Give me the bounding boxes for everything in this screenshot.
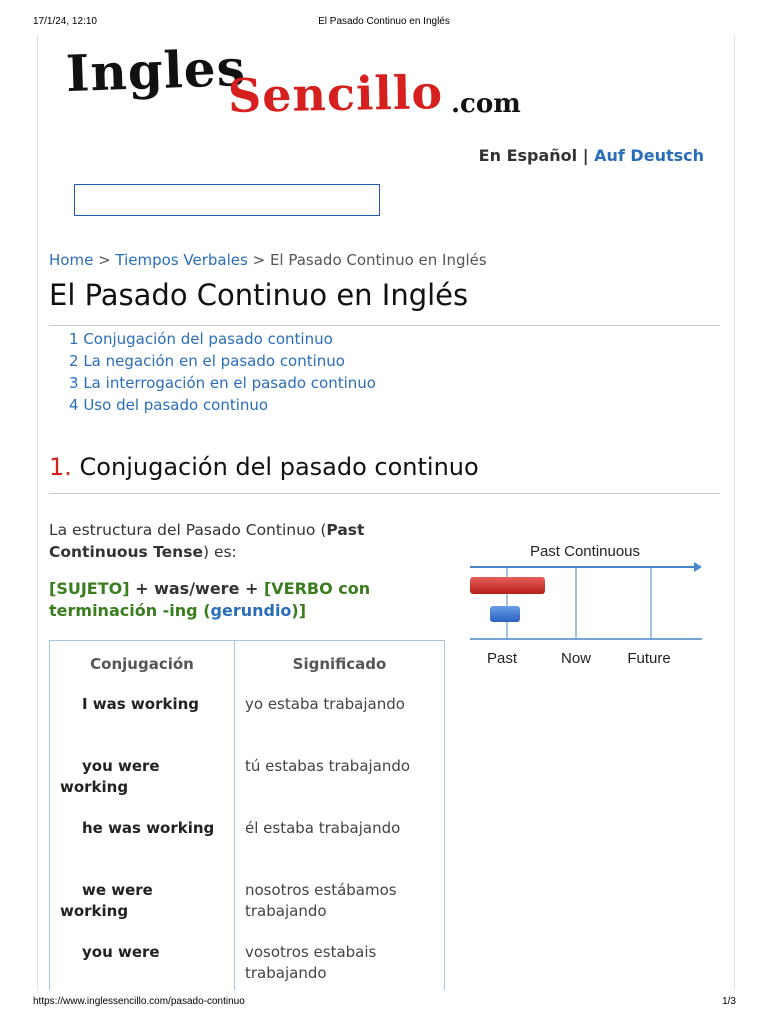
toc-item[interactable] [69, 328, 376, 350]
table-row [50, 746, 445, 808]
timeline-title: Past Continuous [529, 543, 641, 560]
print-url: https://www.inglessencillo.com/pasado-continuo [33, 996, 245, 1007]
section-heading [49, 453, 479, 481]
formula-subject: [SUJETO] [49, 579, 130, 598]
search-input[interactable] [74, 184, 380, 216]
table-row [50, 808, 445, 870]
print-doc-title: El Pasado Continuo en Inglés [318, 16, 450, 27]
toc-label: Conjugación del pasado continuo [83, 330, 333, 348]
meaning-cell: tú estabas trabajando [245, 757, 411, 775]
toc-item[interactable] [69, 372, 376, 394]
breadcrumb-home[interactable]: Home [49, 251, 94, 269]
intro-pre: La estructura del Pasado Continuo ( [49, 521, 327, 539]
timeline-label-past: Past [486, 650, 518, 667]
intro-text [49, 519, 429, 563]
table-row [50, 684, 445, 746]
lang-separator: | [577, 146, 595, 165]
breadcrumb-separator: > [247, 251, 270, 269]
formula-close: )] [291, 601, 307, 620]
formula-was-were: + was/were + [129, 579, 264, 598]
intro-bold: Past Continuous Tense [49, 521, 365, 561]
section-number: 1. [49, 453, 72, 481]
breadcrumb-separator: > [93, 251, 116, 269]
title-divider [49, 325, 720, 326]
language-switcher [479, 146, 704, 165]
column-header-conjugacion: Conjugación [50, 641, 235, 685]
logo-com: .com [451, 89, 521, 119]
logo-sencillo: Sencillo [227, 65, 444, 123]
timeline-label-future: Future [627, 650, 671, 667]
breadcrumb-current: El Pasado Continuo en Inglés [269, 251, 487, 269]
past-continuous-timeline [468, 539, 708, 679]
toc-num: 4 [69, 396, 79, 414]
continuous-action-bar [470, 577, 545, 594]
interrupting-action-bar [490, 606, 520, 622]
toc-num: 2 [69, 352, 79, 370]
site-logo[interactable] [65, 37, 526, 123]
print-page-count: 1/3 [722, 996, 736, 1007]
meaning-cell: yo estaba trabajando [245, 695, 405, 713]
logo-ingles: Ingles [65, 37, 247, 104]
structure-formula [49, 578, 439, 622]
print-footer [0, 996, 768, 1010]
formula-gerund: gerundio [210, 601, 292, 620]
lang-spanish: En Español [478, 146, 578, 165]
toc-item[interactable] [69, 350, 376, 372]
web-page [37, 35, 735, 990]
meaning-cell: nosotros estábamos trabajando [245, 881, 397, 920]
toc-label: Uso del pasado continuo [83, 396, 269, 414]
timeline-label-now: Now [560, 650, 592, 667]
breadcrumb [49, 251, 487, 269]
column-header-significado: Significado [235, 641, 445, 685]
table-of-contents [69, 328, 376, 416]
table-row [50, 870, 445, 932]
toc-item[interactable] [69, 394, 376, 416]
toc-num: 1 [69, 330, 79, 348]
conjugation-cell: he was working [50, 808, 235, 870]
print-datetime: 17/1/24, 12:10 [33, 16, 97, 27]
section-heading-text: Conjugación del pasado continuo [79, 453, 479, 481]
conjugation-cell: I was working [50, 684, 235, 746]
meaning-cell: él estaba trabajando [245, 819, 401, 837]
section-divider [49, 493, 720, 494]
table-header-row [50, 641, 445, 685]
conjugation-cell: you were working [50, 746, 235, 808]
print-header [0, 16, 768, 30]
toc-num: 3 [69, 374, 79, 392]
formula-verb: [VERBO con terminación -ing ( [49, 579, 371, 620]
toc-label: La interrogación en el pasado continuo [83, 374, 376, 392]
breadcrumb-section[interactable]: Tiempos Verbales [115, 251, 248, 269]
conjugation-table [49, 640, 445, 990]
conjugation-cell: you were [50, 932, 235, 990]
lang-german-link[interactable]: Auf Deutsch [594, 146, 704, 165]
table-row [50, 932, 445, 990]
toc-label: La negación en el pasado continuo [83, 352, 345, 370]
page-title: El Pasado Continuo en Inglés [49, 278, 469, 312]
conjugation-cell: we were working [50, 870, 235, 932]
meaning-cell: vosotros estabais trabajando [245, 943, 377, 982]
intro-post: ) es: [202, 543, 237, 561]
timeline-arrowhead [694, 562, 702, 572]
